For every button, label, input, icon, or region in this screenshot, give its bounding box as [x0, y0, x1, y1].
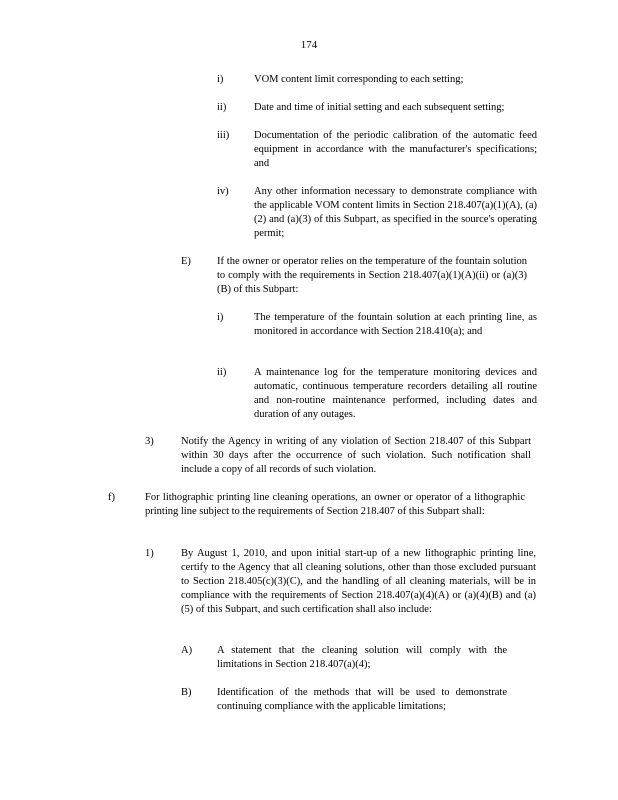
- item-label: ii): [217, 367, 227, 378]
- item-label: 3): [145, 436, 154, 447]
- item-text: Notify the Agency in writing of any violation of Section 218.407 of this Subpart within 30 days after the occurrence of such violation. Such notification shall include a copy of all records of such violation.: [181, 436, 531, 475]
- item-label: ii): [217, 102, 227, 113]
- item-text: A maintenance log for the temperature monitoring devices and automatic, continuous temperature recorders detailing all routine and non-routine maintenance performed, including dates and duration of any outages.: [254, 367, 537, 420]
- item-text: Date and time of initial setting and each subsequent setting;: [254, 102, 505, 113]
- item-text: Identification of the methods that will be used to demonstrate continuing compliance with the applicable limitations;: [217, 687, 507, 712]
- item-label: i): [217, 312, 224, 323]
- item-label: B): [181, 687, 192, 698]
- item-text: If the owner or operator relies on the temperature of the fountain solution to comply with the requirements in Section 218.407(a)(1)(A)(ii) or (a)(3)(B) of this Subpart:: [217, 256, 527, 295]
- item-label: E): [181, 256, 191, 267]
- item-text: For lithographic printing line cleaning operations, an owner or operator of a lithographic printing line subject to the requirements of Section 218.407 of this Subpart shall:: [145, 492, 525, 517]
- item-text: Any other information necessary to demonstrate compliance with the applicable VOM content limits in Section 218.407(a)(1)(A), (a)(2) and (a)(3) of this Subpart, as specified in the source's operating permit;: [254, 186, 537, 239]
- item-label: 1): [145, 548, 154, 559]
- item-label: A): [181, 645, 193, 656]
- item-text: By August 1, 2010, and upon initial start-up of a new lithographic printing line, certify to the Agency that all cleaning solutions, other than those excluded pursuant to Section 218.405(c)(3)(C), and the handling of all cleaning materials, will be in compliance with the requirements of Section 218.407(a)(4)(A) or (a)(4)(B) and (a)(5) of this Subpart, and such certification shall also include:: [181, 548, 536, 615]
- item-text: VOM content limit corresponding to each setting;: [254, 74, 464, 85]
- item-label: iii): [217, 130, 230, 141]
- item-text: A statement that the cleaning solution will comply with the limitations in Section 218.407(a)(4);: [217, 645, 507, 670]
- item-label: iv): [217, 186, 229, 197]
- item-label: i): [217, 74, 224, 85]
- item-text: Documentation of the periodic calibration of the automatic feed equipment in accordance with the manufacturer's specifications; and: [254, 130, 537, 169]
- page-number: 174: [300, 39, 318, 51]
- item-label: f): [108, 492, 115, 503]
- item-text: The temperature of the fountain solution at each printing line, as monitored in accordance with Section 218.410(a); and: [254, 312, 537, 337]
